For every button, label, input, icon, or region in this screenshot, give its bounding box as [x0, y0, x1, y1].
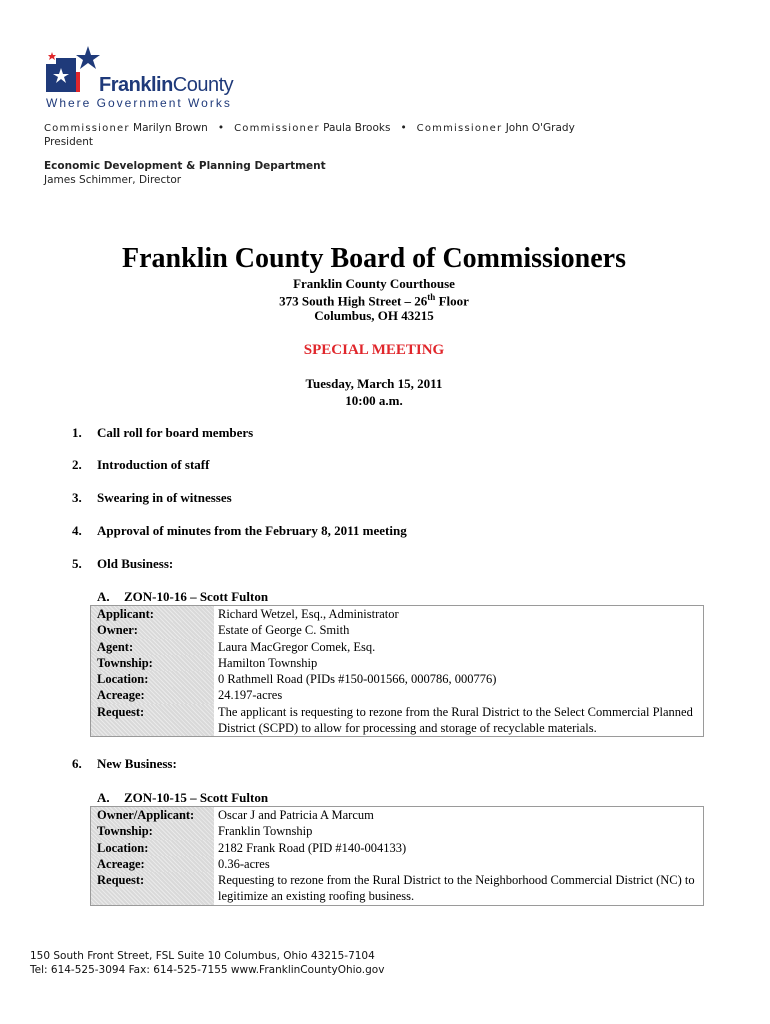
- old-business-case-table: [90, 605, 704, 737]
- table-row: Owner/Applicant: Oscar J and Patricia A Marcum: [91, 807, 703, 823]
- new-business-case-title: A. ZON-10-15 – Scott Fulton: [97, 790, 269, 805]
- table-row: Township: Hamilton Township: [91, 655, 703, 671]
- commissioner-name: John O'Grady: [505, 122, 575, 134]
- agenda-item: 2. Introduction of staff: [72, 457, 210, 472]
- table-row: Owner: Estate of George C. Smith: [91, 622, 703, 638]
- page-title: Franklin County Board of Commissioners: [121, 243, 627, 274]
- agenda-item: 5. Old Business:: [72, 556, 174, 571]
- franklin-county-logo: [44, 44, 234, 114]
- director-name: James Schimmer, Director: [44, 174, 182, 186]
- meeting-type: SPECIAL MEETING: [303, 342, 445, 358]
- street-address: 373 South High Street – 26th Floor: [279, 292, 469, 309]
- table-row: Township: Franklin Township: [91, 823, 703, 839]
- table-row: Agent: Laura MacGregor Comek, Esq.: [91, 639, 703, 655]
- meeting-time: 10:00 a.m.: [345, 393, 403, 408]
- department-name: Economic Development & Planning Department: [44, 160, 326, 172]
- agenda-item: 1. Call roll for board members: [72, 425, 254, 440]
- star-flag-icon: [44, 44, 104, 96]
- footer-address: 150 South Front Street, FSL Suite 10 Columbus, Ohio 43215-7104: [30, 950, 375, 962]
- commissioner-role: Commissioner: [416, 123, 503, 134]
- agenda-item: 4. Approval of minutes from the February 8, 2011 meeting: [72, 523, 407, 538]
- commissioners-line: [44, 122, 575, 134]
- commissioner-role: Commissioner: [234, 123, 320, 134]
- table-row: Acreage: 0.36-acres: [91, 856, 703, 872]
- separator: •: [217, 122, 225, 134]
- new-business-case-table: [90, 806, 704, 906]
- table-row: Applicant: Richard Wetzel, Esq., Administrator: [91, 606, 703, 622]
- president-label: President: [44, 136, 93, 148]
- table-row: Acreage: 24.197-acres: [91, 687, 703, 703]
- logo-wordmark: FranklinCounty: [99, 74, 234, 96]
- commissioner-role: Commissioner: [44, 123, 130, 134]
- meeting-date: Tuesday, March 15, 2011: [305, 376, 443, 391]
- agenda-item: 6. New Business:: [72, 756, 177, 771]
- table-row: Request: Requesting to rezone from the Rural District to the Neighborhood Commercial District (NC) to legitimize an existing roofing business.: [91, 872, 703, 905]
- commissioner-name: Marilyn Brown: [133, 122, 208, 134]
- city-address: Columbus, OH 43215: [314, 308, 434, 323]
- venue-name: Franklin County Courthouse: [293, 276, 455, 291]
- agenda-item: 3. Swearing in of witnesses: [72, 490, 232, 505]
- commissioner-name: Paula Brooks: [323, 122, 391, 134]
- separator: •: [400, 122, 407, 134]
- table-row: Location: 0 Rathmell Road (PIDs #150-001566, 000786, 000776): [91, 671, 703, 687]
- old-business-case-title: A. ZON-10-16 – Scott Fulton: [97, 589, 269, 604]
- logo-tagline: Where Government Works: [46, 96, 232, 110]
- table-row: Request: The applicant is requesting to rezone from the Rural District to the Select Commercial Planned District (SCPD) to allow for processing and storage of recyclable materials.: [91, 704, 703, 737]
- table-row: Location: 2182 Frank Road (PID #140-004133): [91, 840, 703, 856]
- footer-contact: Tel: 614-525-3094 Fax: 614-525-7155 www.FranklinCountyOhio.gov: [30, 964, 385, 976]
